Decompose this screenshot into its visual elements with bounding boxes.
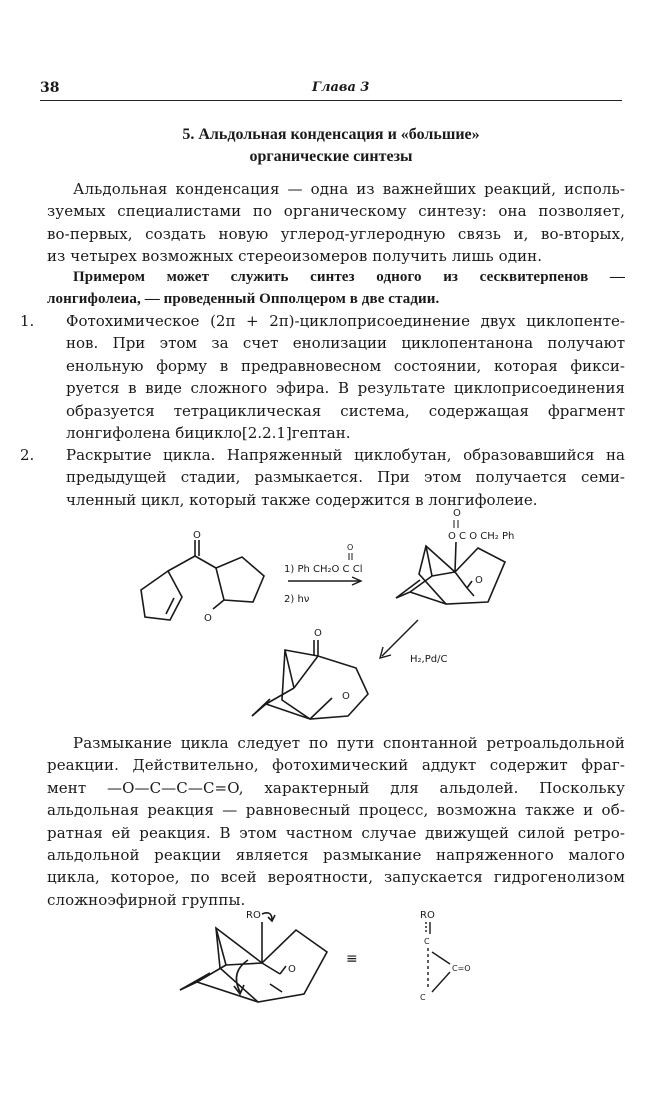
text-line: мент —O—C—C—C=O, характерный для альдолей. Поскольку <box>47 778 625 797</box>
atom-label: C <box>424 937 430 946</box>
text-line: Размыкание цикла следует по пути спонтанной ретроальдольной <box>73 734 625 752</box>
adduct-mechanism-structure <box>180 913 327 1002</box>
section-title-line: органические синтезы <box>249 148 413 165</box>
text-line: руется в виде сложного эфира. В результате циклоприсоединения <box>66 379 625 398</box>
running-head: Глава 3 <box>312 80 370 95</box>
text-line: зуемых специалистами по органическому синтезу: она позволяет, <box>47 202 625 221</box>
text-line: Фотохимическое (2π + 2π)-циклоприсоединение двух циклопенте- <box>66 312 625 330</box>
text-line: енольную форму в предравновесном состоянии, которая фикси- <box>66 356 625 375</box>
atom-label: O <box>288 964 296 975</box>
text-line: членный цикл, который также содержится в лонгифолеие. <box>66 490 538 509</box>
equivalence-sign: ≡ <box>346 951 358 967</box>
text-line: из четырех возможных стереоизомеров получить лишь один. <box>47 247 543 266</box>
text-line: нов. При этом за счет енолизации циклопентанона получают <box>66 334 625 353</box>
text-line: сложноэфирной группы. <box>47 890 246 909</box>
section-title-line: 5. Альдольная конденсация и «большие» <box>182 126 480 143</box>
atom-label: O <box>453 508 461 519</box>
text-line: Альдольная конденсация — одна из важнейших реакций, исполь- <box>73 180 625 198</box>
atom-label: O <box>347 543 354 552</box>
text-line: альдольная реакция — равновесный процесс, возможна также и об- <box>47 801 625 820</box>
atom-label: O <box>342 691 350 702</box>
atom-label: O <box>193 530 201 541</box>
reagent-hydrogenolysis: H₂,Pd/C <box>410 654 448 665</box>
text-line: лонгифолеиа, — проведенный Опполцером в две стадии. <box>47 291 440 308</box>
page-number: 38 <box>40 80 60 96</box>
text-line: ратная ей реакция. В этом частном случае движущей силой ретро- <box>47 823 625 842</box>
atom-label: C <box>420 993 426 1002</box>
text-line: предыдущей стадии, размыкается. При этом получается семи- <box>66 468 625 487</box>
text-line: цикла, которое, по всей вероятности, запускается гидрогенолизом <box>47 868 625 887</box>
ro-label: RO <box>420 910 435 921</box>
text-line: Раскрытие цикла. Напряженный циклобутан, образовавшийся на <box>66 446 625 464</box>
reagent-step1: 1) Ph CH₂O C Cl <box>284 564 363 575</box>
carbonyl-label: C=O <box>452 964 471 973</box>
atom-label: O <box>475 575 483 586</box>
text-line: во-первых, создать новую углерод-углеродную связь и, во-вторых, <box>47 224 625 243</box>
text-line: Примером может служить синтез одного из сесквитерпенов — <box>73 269 625 285</box>
text-line: реакции. Действительно, фотохимический аддукт содержит фраг- <box>47 756 625 775</box>
text-line: альдольной реакции является размыкание напряженного малого <box>47 846 625 865</box>
reagent-step2: 2) hν <box>284 594 310 605</box>
ro-label: RO <box>246 910 261 921</box>
list-number: 2. <box>20 446 35 464</box>
atom-label: O <box>204 613 212 624</box>
text-line: лонгифолена бицикло[2.2.1]гептан. <box>66 424 351 443</box>
atom-label: O <box>314 628 322 639</box>
list-number: 1. <box>20 312 35 330</box>
fragment-structure <box>426 922 450 992</box>
ester-label: O C O CH₂ Ph <box>448 531 515 542</box>
text-line: образуется тетрациклическая система, содержащая фрагмент <box>66 401 625 420</box>
